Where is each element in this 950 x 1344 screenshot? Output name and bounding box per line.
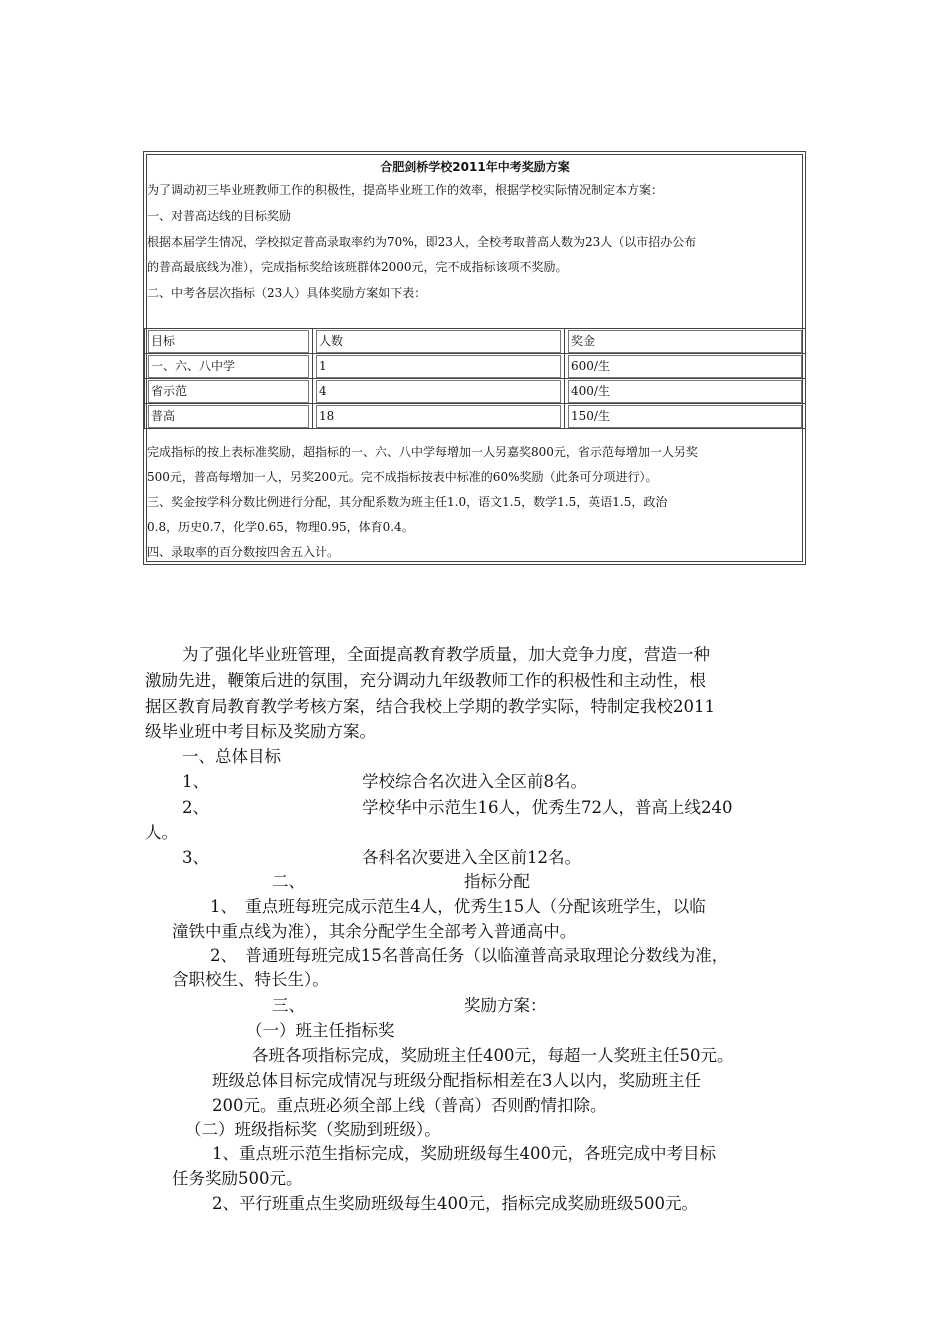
table-cell: 4: [313, 379, 565, 404]
table-cell: 150/生: [565, 404, 806, 429]
heading-3-text: 奖励方案：: [464, 996, 547, 1015]
para-1-line-4: 级毕业班中考目标及奖励方案。: [145, 722, 376, 741]
table-row: [145, 354, 806, 379]
goal-2-number: 2、: [182, 798, 209, 817]
plan-intro: 为了调动初三毕业班教师工作的积极性，提高毕业班工作的效率，根据学校实际情况制定本方案：: [147, 183, 664, 197]
section-1-line-2: 的普高最底线为准），完成指标奖给该班群体2000元，完不成指标该项不奖励。: [147, 260, 568, 274]
table-row: [145, 379, 806, 404]
allocation-1-line-1: 1、 重点班每班完成示范生4人，优秀生15人（分配该班学生，以临: [210, 897, 706, 916]
class-award-1-line-2: 任务奖励500元。: [172, 1169, 303, 1188]
table-cell: 省示范: [145, 379, 313, 404]
reward-2-line-2: 200元。重点班必须全部上线（普高）否则酌情扣除。: [212, 1096, 607, 1115]
after-table-line-2: 500元，普高每增加一人，另奖200元。完不成指标按表中标准的60%奖励（此条可分项进行）。: [147, 470, 658, 484]
heading-overall-goals: 一、总体目标: [182, 747, 281, 766]
goal-1-number: 1、: [182, 772, 209, 791]
section-2-title: 二、中考各层次指标（23人）具体奖励方案如下表：: [147, 286, 427, 300]
reward-2-line-1: 班级总体目标完成情况与班级分配指标相差在3人以内，奖励班主任: [212, 1071, 701, 1090]
allocation-1-line-2: 潼铁中重点线为准），其余分配学生全部考入普通高中。: [172, 922, 577, 941]
para-1-line-3: 据区教育局教育教学考核方案，结合我校上学期的教学实际，特制定我校2011: [145, 697, 715, 716]
para-1-line-1: 为了强化毕业班管理，全面提高教育教学质量，加大竞争力度，营造一种: [182, 645, 710, 664]
heading-2-text: 指标分配: [464, 872, 530, 891]
section-1-line-1: 根据本届学生情况，学校拟定普高录取率约为70%，即23人，全校考取普高人数为23人（以市招办公布: [147, 235, 697, 249]
class-award-1-line-1: 1、重点班示范生指标完成，奖励班级每生400元，各班完成中考目标: [212, 1144, 716, 1163]
section-3-line-1: 三、奖金按学科分数比例进行分配，其分配系数为班主任1.0，语文1.5，数学1.5，英语1.5，政治: [147, 495, 668, 509]
table-cell: 普高: [145, 404, 313, 429]
heading-3-number: 三、: [272, 996, 305, 1015]
table-cell: 18: [313, 404, 565, 429]
sub-heading-1: （一）班主任指标奖: [246, 1021, 395, 1040]
table-cell: 1: [313, 354, 565, 379]
goal-1-text: 学校综合名次进入全区前8名。: [362, 772, 587, 791]
table-row: [145, 404, 806, 429]
table-cell: 400/生: [565, 379, 806, 404]
goal-2-continuation: 人。: [145, 823, 178, 842]
section-1-title: 一、对普高达线的目标奖励: [147, 209, 292, 223]
table-header-row: [145, 329, 806, 354]
table-cell: 600/生: [565, 354, 806, 379]
para-1-line-2: 激励先进，鞭策后进的氛围，充分调动九年级教师工作的积极性和主动性，根: [145, 671, 706, 690]
section-4: 四、录取率的百分数按四舍五入计。: [147, 545, 340, 559]
section-3-line-2: 0.8，历史0.7，化学0.65，物理0.95，体育0.4。: [147, 520, 414, 534]
award-table: [144, 328, 806, 429]
class-award-2: 2、平行班重点生奖励班级每生400元，指标完成奖励班级500元。: [212, 1194, 698, 1213]
goal-3-text: 各科名次要进入全区前12名。: [362, 848, 581, 867]
after-table-line-1: 完成指标的按上表标准奖励，超指标的一、六、八中学每增加一人另嘉奖800元，省示范每增加一人另奖: [147, 445, 698, 459]
table-header-cell: 奖金: [565, 329, 806, 354]
goal-3-number: 3、: [182, 848, 209, 867]
allocation-2-line-2: 含职校生、特长生）。: [172, 970, 329, 989]
table-header-cell: 人数: [313, 329, 565, 354]
reward-1: 各班各项指标完成，奖励班主任400元，每超一人奖班主任50元。: [252, 1046, 734, 1065]
heading-2-number: 二、: [272, 872, 305, 891]
allocation-2-line-1: 2、 普通班每班完成15名普高任务（以临潼普高录取理论分数线为准，: [210, 946, 729, 965]
goal-2-text: 学校华中示范生16人，优秀生72人，普高上线240: [362, 798, 733, 817]
plan-title: 合肥剑桥学校2011年中考奖励方案: [380, 160, 570, 174]
table-cell: 一、六、八中学: [145, 354, 313, 379]
table-header-cell: 目标: [145, 329, 313, 354]
sub-heading-2: （二）班级指标奖（奖励到班级）。: [185, 1120, 441, 1139]
